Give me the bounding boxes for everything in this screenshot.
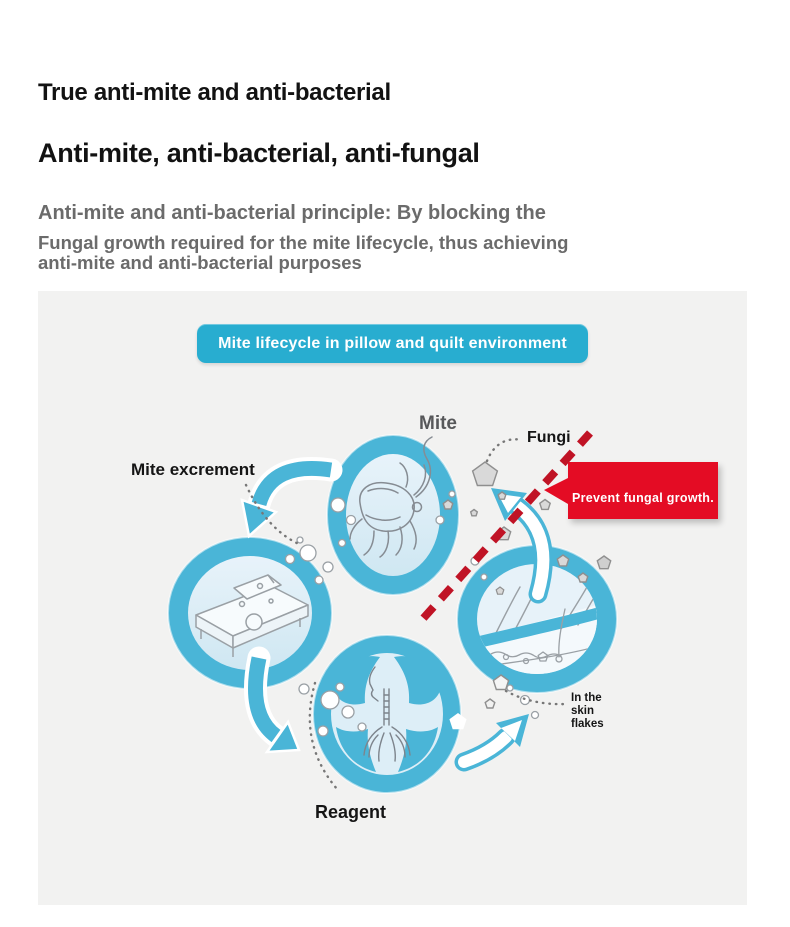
banner-text: Mite lifecycle in pillow and quilt environment [218, 334, 567, 352]
principle-line: Fungal growth required for the mite lifecycle, thus achieving [38, 232, 569, 253]
callout-text: Prevent fungal growth. [571, 491, 715, 505]
principle-line: Anti-mite and anti-bacterial principle: By blocking the [38, 202, 546, 224]
skin-flakes-line: flakes [571, 718, 604, 730]
fungi-label: Fungi [527, 429, 571, 446]
skin-flakes-line: In the [571, 692, 602, 704]
mite-excrement-label: Mite excrement [131, 460, 255, 479]
page-subtitle: Anti-mite, anti-bacterial, anti-fungal [38, 138, 480, 168]
fungi-connector [487, 439, 522, 461]
diagram-banner [197, 324, 588, 363]
diagram-panel [38, 291, 747, 905]
lifecycle-diagram [38, 291, 747, 905]
skin-flakes-label [571, 692, 604, 731]
skin-flakes-line: skin [571, 705, 595, 717]
reagent-label: Reagent [315, 802, 387, 822]
mite-label: Mite [419, 413, 457, 434]
page-title: True anti-mite and anti-bacterial [38, 79, 391, 106]
arrow-reagent-to-skin [464, 714, 529, 762]
prevent-callout [568, 462, 718, 519]
principle-line: anti-mite and anti-bacterial purposes [38, 251, 362, 273]
callout-tail [544, 478, 568, 504]
principle-text [38, 202, 568, 272]
lungs-circle [313, 635, 461, 793]
mite-circle [327, 435, 459, 595]
